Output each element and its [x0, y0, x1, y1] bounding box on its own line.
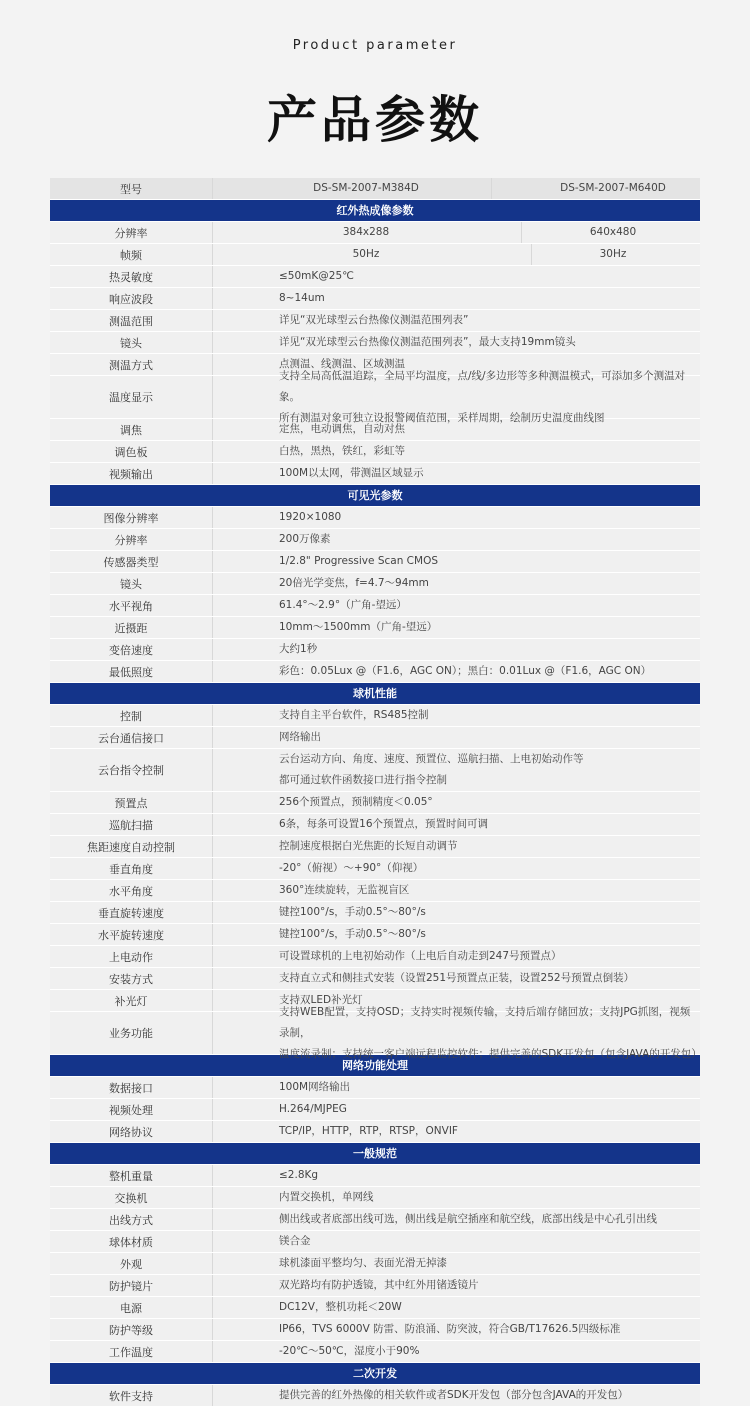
row-label: 镜头 [50, 573, 213, 594]
row-value-a: 384x288 [277, 222, 522, 243]
row-label: 工作温度 [50, 1341, 213, 1362]
row-label: 最低照度 [50, 661, 213, 682]
row-label: 垂直角度 [50, 858, 213, 879]
row-value: 1920×1080 [279, 511, 342, 523]
row-label: 水平旋转速度 [50, 924, 213, 945]
row-label: 近摄距 [50, 617, 213, 638]
table-row [50, 748, 700, 791]
row-label: 巡航扫描 [50, 814, 213, 835]
row-label: 安装方式 [50, 968, 213, 989]
table-row [50, 1340, 700, 1362]
row-label: 交换机 [50, 1187, 213, 1208]
table-row [50, 1098, 700, 1120]
table-row [50, 813, 700, 835]
table-row [50, 923, 700, 945]
row-label: 温度显示 [50, 376, 213, 418]
row-label: 热灵敏度 [50, 266, 213, 287]
table-row [50, 1076, 700, 1098]
row-value: 360°连续旋转，无监视盲区 [279, 884, 410, 896]
table-row [50, 243, 700, 265]
table-row [50, 901, 700, 923]
row-label: 焦距速度自动控制 [50, 836, 213, 857]
row-value: 256个预置点，预制精度＜0.05° [279, 796, 433, 808]
table-row [50, 1186, 700, 1208]
row-label: 数据接口 [50, 1077, 213, 1098]
row-value: 详见“双光球型云台热像仪测温范围列表” [279, 314, 469, 326]
row-label: 视频处理 [50, 1099, 213, 1120]
row-label: 传感器类型 [50, 551, 213, 572]
table-row [50, 726, 700, 748]
row-value: 控制速度根据白光焦距的长短自动调节 [279, 840, 458, 852]
row-value: 键控100°/s，手动0.5°～80°/s [279, 906, 426, 918]
row-label: 补光灯 [50, 990, 213, 1011]
row-value: ≤50mK@25℃ [279, 270, 354, 282]
row-label: 响应波段 [50, 288, 213, 309]
table-row [50, 550, 700, 572]
row-value: 键控100°/s，手动0.5°～80°/s [279, 928, 426, 940]
model-label: 型号 [50, 178, 213, 199]
row-value-line: 支持全局高低温追踪，全局平均温度，点/线/多边形等多种测温模式，可添加多个测温对象。 [279, 369, 686, 403]
row-value: -20℃～50℃，湿度小于90% [279, 1345, 420, 1357]
row-value: 详见“双光球型云台热像仪测温范围列表”，最大支持19mm镜头 [279, 336, 576, 348]
row-value: 内置交换机，单网线 [279, 1191, 374, 1203]
table-row [50, 704, 700, 726]
row-value: 双光路均有防护透镜，其中红外用锗透镜片 [279, 1279, 479, 1291]
table-header-row [50, 178, 700, 199]
row-label: 网络协议 [50, 1121, 213, 1142]
table-row [50, 1318, 700, 1340]
row-value-a: 50Hz [287, 244, 532, 265]
row-value: 支持自主平台软件，RS485控制 [279, 709, 429, 721]
table-row [50, 221, 700, 243]
row-label: 软件支持 [50, 1385, 213, 1406]
model-a: DS-SM-2007-M384D [247, 178, 492, 199]
row-value: 1/2.8" Progressive Scan CMOS [279, 555, 439, 567]
row-label: 水平角度 [50, 880, 213, 901]
row-value: 点测温、线测温、区域测温 [279, 358, 405, 370]
page-subtitle: Product parameter [292, 38, 458, 53]
row-label: 电源 [50, 1297, 213, 1318]
section-header-visible: 可见光参数 [50, 484, 700, 506]
row-label: 预置点 [50, 792, 213, 813]
row-label: 垂直旋转速度 [50, 902, 213, 923]
row-label: 分辨率 [50, 222, 213, 243]
row-value: 100M网络输出 [279, 1081, 351, 1093]
table-row [50, 857, 700, 879]
table-row [50, 660, 700, 682]
row-label: 上电动作 [50, 946, 213, 967]
table-row [50, 638, 700, 660]
row-label: 帧频 [50, 244, 213, 265]
row-label: 防护镜片 [50, 1275, 213, 1296]
section-header-secondary: 二次开发 [50, 1362, 700, 1384]
table-row [50, 462, 700, 484]
row-value: IP66，TVS 6000V 防雷、防浪涌、防突波，符合GB/T17626.5四级标准 [279, 1323, 621, 1335]
row-label: 整机重量 [50, 1165, 213, 1186]
table-row [50, 265, 700, 287]
row-label: 出线方式 [50, 1209, 213, 1230]
section-header-dome: 球机性能 [50, 682, 700, 704]
row-value: 大约1秒 [279, 643, 318, 655]
row-label: 图像分辨率 [50, 507, 213, 528]
row-value: 61.4°～2.9°（广角-望远） [279, 599, 407, 611]
row-label: 视频输出 [50, 463, 213, 484]
row-value-b: 30Hz [599, 248, 627, 260]
row-value: 侧出线或者底部出线可选，侧出线是航空插座和航空线，底部出线是中心孔引出线 [279, 1213, 657, 1225]
row-value: 白热，黑热，铁红，彩虹等 [279, 445, 405, 457]
section-header-general: 一般规范 [50, 1142, 700, 1164]
table-row [50, 1164, 700, 1186]
row-value: 定焦，电动调焦，自动对焦 [279, 423, 405, 435]
row-label: 测温范围 [50, 310, 213, 331]
table-row [50, 1384, 700, 1406]
row-label: 水平视角 [50, 595, 213, 616]
table-row [50, 594, 700, 616]
row-value: 8~14um [279, 292, 325, 304]
row-label: 调焦 [50, 419, 213, 440]
table-row [50, 369, 700, 424]
row-label: 防护等级 [50, 1319, 213, 1340]
row-value: ≤2.8Kg [279, 1169, 319, 1181]
table-row [50, 1208, 700, 1230]
table-row [50, 1252, 700, 1274]
row-value: 6条，每条可设置16个预置点，预置时间可调 [279, 818, 489, 830]
table-row [50, 791, 700, 813]
table-row [50, 528, 700, 550]
row-value: 网络输出 [279, 731, 321, 743]
row-label: 外观 [50, 1253, 213, 1274]
row-value: TCP/IP，HTTP，RTP，RTSP，ONVIF [279, 1125, 458, 1137]
spec-table [50, 178, 700, 1406]
row-label: 分辨率 [50, 529, 213, 550]
table-row [50, 1296, 700, 1318]
row-label: 球体材质 [50, 1231, 213, 1252]
table-row [50, 879, 700, 901]
row-label: 调色板 [50, 441, 213, 462]
row-label: 镜头 [50, 332, 213, 353]
table-row [50, 287, 700, 309]
row-value: 镁合金 [279, 1235, 311, 1247]
table-row [50, 572, 700, 594]
table-row [50, 506, 700, 528]
model-b: DS-SM-2007-M640D [560, 182, 666, 194]
row-value-line: 所有测温对象可独立设报警阈值范围，采样周期，绘制历史温度曲线图 [279, 411, 605, 424]
table-row [50, 331, 700, 353]
row-label: 云台指令控制 [50, 749, 213, 791]
table-row [50, 1230, 700, 1252]
row-value: 提供完善的红外热像的相关软件或者SDK开发包（部分包含JAVA的开发包） [279, 1389, 629, 1401]
table-row [50, 945, 700, 967]
table-row [50, 309, 700, 331]
table-row [50, 440, 700, 462]
row-value: H.264/MJPEG [279, 1103, 347, 1115]
table-row [50, 418, 700, 440]
row-value: 10mm～1500mm（广角-望远） [279, 621, 438, 633]
row-label: 控制 [50, 705, 213, 726]
row-label: 测温方式 [50, 354, 213, 375]
section-header-network: 网络功能处理 [50, 1054, 700, 1076]
row-value: 100M以太网，带测温区域显示 [279, 467, 424, 479]
table-row [50, 835, 700, 857]
table-row [50, 967, 700, 989]
row-label: 业务功能 [50, 1012, 213, 1054]
row-value: 彩色：0.05Lux @（F1.6，AGC ON）；黑白：0.01Lux @（F1.6，AGC ON） [279, 665, 652, 677]
row-label: 变倍速度 [50, 639, 213, 660]
row-value: 可设置球机的上电初始动作（上电后自动走到247号预置点） [279, 950, 562, 962]
row-value-line: 都可通过软件函数接口进行指令控制 [279, 774, 447, 786]
row-value: DC12V，整机功耗＜20W [279, 1301, 402, 1313]
row-value: 20倍光学变焦，f=4.7～94mm [279, 577, 429, 589]
row-value-line: 温度流录制；支持统一客户端远程监控软件；提供完善的SDK开发包（包含JAVA的开发包） [279, 1047, 702, 1060]
table-row [50, 616, 700, 638]
page-title: 产品参数 [267, 91, 483, 149]
table-row [50, 1120, 700, 1142]
table-row [50, 1005, 702, 1060]
row-value-line: 云台运动方向、角度、速度、预置位、巡航扫描、上电初始动作等 [279, 753, 584, 765]
row-value: 支持直立式和侧挂式安装（设置251号预置点正装，设置252号预置点倒装） [279, 972, 635, 984]
table-row [50, 1274, 700, 1296]
row-value-line: 支持WEB配置，支持OSD；支持实时视频传输，支持后端存储回放；支持JPG抓图，视频录制， [279, 1005, 691, 1039]
row-value-b: 640x480 [589, 226, 637, 238]
row-value: 球机漆面平整均匀、表面光滑无掉漆 [279, 1257, 447, 1269]
row-value: 200万像素 [279, 533, 331, 545]
row-label: 云台通信接口 [50, 727, 213, 748]
row-value: -20°（俯视）～+90°（仰视） [279, 862, 424, 874]
row-value: 支持双LED补光灯 [279, 994, 363, 1006]
section-header-thermal: 红外热成像参数 [50, 199, 700, 221]
